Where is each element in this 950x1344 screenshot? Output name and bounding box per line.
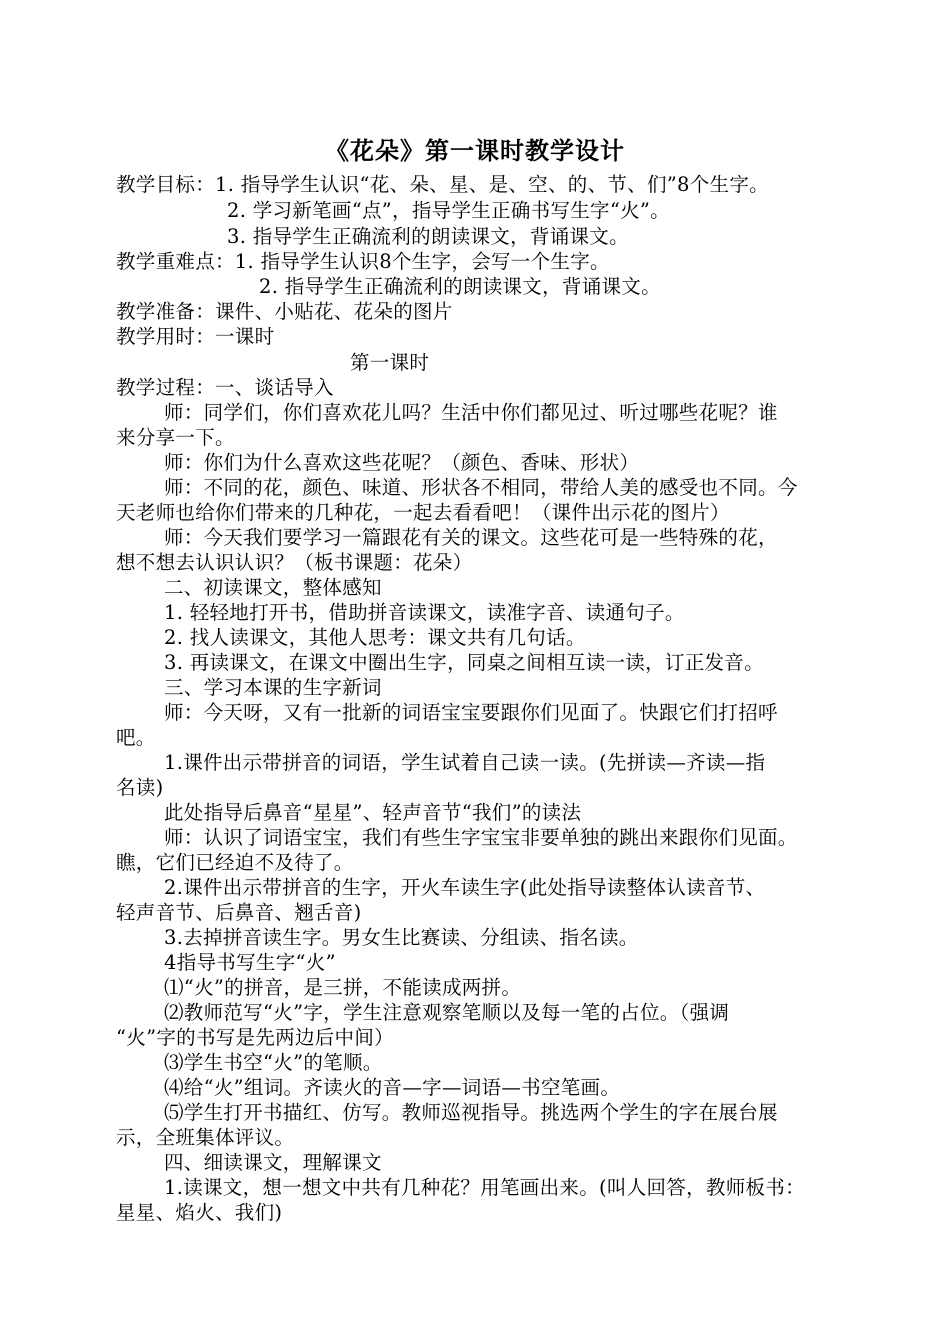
list-item: 1.课件出示带拼音的词语，学生试着自己读一读。(先拼读—齐读—指 <box>164 751 766 774</box>
key-points-line-2: 2. 指导学生正确流利的朗读课文，背诵课文。 <box>259 275 661 298</box>
list-item: 4指导书写生字“火” <box>164 951 336 974</box>
process-heading: 教学过程：一、谈话导入 <box>116 376 334 399</box>
section-heading: 三、学习本课的生字新词 <box>164 676 382 699</box>
sub-list-item: ⑴“火”的拼音，是三拼，不能读成两拼。 <box>164 976 522 999</box>
paragraph-line: 示，全班集体评议。 <box>116 1126 295 1149</box>
section-heading: 四、细读课文，理解课文 <box>164 1151 382 1174</box>
sub-list-item: ⑸学生打开书描红、仿写。教师巡视指导。挑选两个学生的字在展台展 <box>164 1101 778 1124</box>
sub-list-item: ⑷给“火”组词。齐读火的音—字—词语—书空笔画。 <box>164 1076 621 1099</box>
lesson-heading: 第一课时 <box>350 351 430 374</box>
sub-list-item: ⑶学生书空“火”的笔顺。 <box>164 1051 383 1074</box>
paragraph-line: 师：今天我们要学习一篇跟花有关的课文。这些花可是一些特殊的花， <box>164 526 778 549</box>
paragraph-line: 天老师也给你们带来的几种花，一起去看看吧！（课件出示花的图片） <box>116 501 730 524</box>
list-item: 1.读课文，想一想文中共有几种花？用笔画出来。(叫人回答，教师板书： <box>164 1176 805 1199</box>
key-points-line-1: 教学重难点：1. 指导学生认识8个生字，会写一个生字。 <box>116 250 610 273</box>
paragraph-line: 名读) <box>116 776 164 799</box>
paragraph-line: 师：不同的花，颜色、味道、形状各不相同，带给人美的感受也不同。今 <box>164 476 798 499</box>
duration-line: 教学用时：一课时 <box>116 325 275 348</box>
section-heading: 二、初读课文，整体感知 <box>164 576 382 599</box>
paragraph-line: 师：认识了词语宝宝，我们有些生字宝宝非要单独的跳出来跟你们见面。 <box>164 826 798 849</box>
goal-line-1: 教学目标：1. 指导学生认识“花、朵、星、是、空、的、节、们”8个生字。 <box>116 173 769 196</box>
list-item: 2. 找人读课文，其他人思考：课文共有几句话。 <box>164 626 586 649</box>
paragraph-line: 师：今天呀，又有一批新的词语宝宝要跟你们见面了。快跟它们打招呼 <box>164 701 778 724</box>
list-item: 3. 再读课文，在课文中圈出生字，同桌之间相互读一读，订正发音。 <box>164 651 764 674</box>
paragraph-line: 轻声音节、后鼻音、翘舌音) <box>116 901 362 924</box>
paragraph-line: 来分享一下。 <box>116 426 235 449</box>
paragraph-line: 师：你们为什么喜欢这些花呢？（颜色、香味、形状） <box>164 451 640 474</box>
paragraph-line: 星星、焰火、我们) <box>116 1201 283 1224</box>
goal-line-3: 3. 指导学生正确流利的朗读课文，背诵课文。 <box>227 225 629 248</box>
paragraph-line: 瞧，它们已经迫不及待了。 <box>116 851 354 874</box>
preparation-line: 教学准备：课件、小贴花、花朵的图片 <box>116 300 453 323</box>
paragraph-line: 此处指导后鼻音“星星”、轻声音节“我们”的读法 <box>164 801 582 824</box>
paragraph-line: 想不想去认识认识？（板书课题：花朵） <box>116 551 473 574</box>
goal-line-2: 2. 学习新笔画“点”，指导学生正确书写生字“火”。 <box>227 199 670 222</box>
paragraph-line: 师：同学们，你们喜欢花儿吗？生活中你们都见过、听过哪些花呢？谁 <box>164 401 778 424</box>
list-item: 3.去掉拼音读生字。男女生比赛读、分组读、指名读。 <box>164 926 639 949</box>
list-item: 2.课件出示带拼音的生字，开火车读生字(此处指导读整体认读音节、 <box>164 876 766 899</box>
list-item: 1. 轻轻地打开书，借助拼音读课文，读准字音、读通句子。 <box>164 601 685 624</box>
document-title: 《花朵》第一课时教学设计 <box>325 136 625 165</box>
sub-list-item: ⑵教师范写“火”字，学生注意观察笔顺以及每一笔的占位。（强调 <box>164 1001 730 1024</box>
paragraph-line: 吧。 <box>116 726 156 749</box>
paragraph-line: “火”字的书写是先两边后中间） <box>116 1026 394 1049</box>
